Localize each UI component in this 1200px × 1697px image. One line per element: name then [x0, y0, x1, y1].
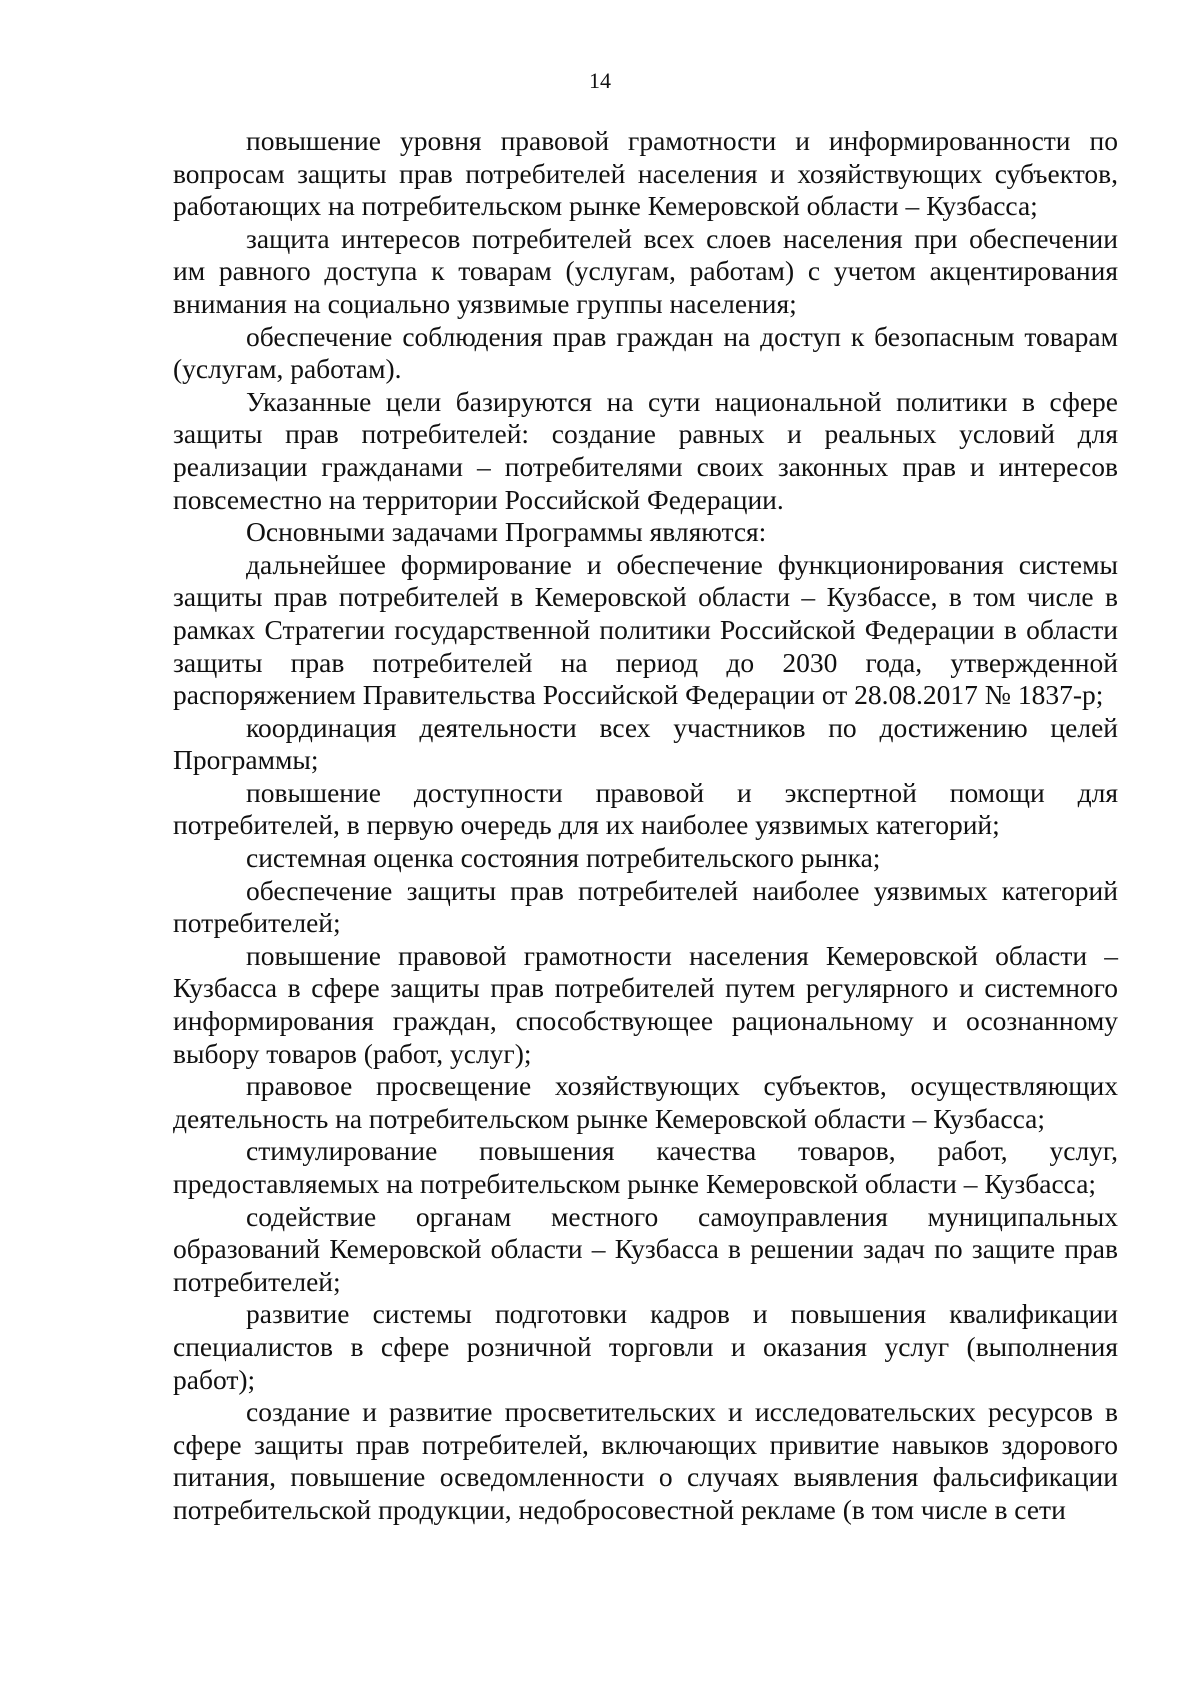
paragraph: правовое просвещение хозяйствующих субъектов, осуществляющих деятельность на потребительском рынке Кемеровской области – Кузбасса; — [173, 1070, 1118, 1134]
paragraph: Указанные цели базируются на сути национальной политики в сфере защиты прав потребителей: создание равных и реальных условий для реализации гражданами – потребителями своих законных прав и интересов повсеместно на территории Российской Федерации. — [173, 385, 1118, 515]
paragraph: дальнейшее формирование и обеспечение функционирования системы защиты прав потребителей в Кемеровской области – Кузбассе, в том числе в рамках Стратегии государственной политики Российской Федерации в области защиты прав потребителей на период до 2030 года, утвержденной распоряжением Правительства Российской Федерации от 28.08.2017 № 1837-р; — [173, 548, 1118, 711]
paragraph: Основными задачами Программы являются: — [246, 516, 767, 548]
paragraph: системная оценка состояния потребительского рынка; — [246, 842, 881, 874]
paragraph: обеспечение защиты прав потребителей наиболее уязвимых категорий потребителей; — [173, 874, 1118, 939]
paragraph: стимулирование повышения качества товаров, работ, услуг, предоставляемых на потребительском рынке Кемеровской области – Кузбасса; — [173, 1135, 1118, 1199]
paragraph: повышение правовой грамотности населения Кемеровской области – Кузбасса в сфере защиты прав потребителей путем регулярного и системного информирования граждан, способствующее рациональному и осознанному выбору товаров (работ, услуг); — [173, 939, 1118, 1069]
document-body — [173, 125, 1118, 1527]
paragraph: обеспечение соблюдения прав граждан на доступ к безопасным товарам (услугам, работам). — [173, 320, 1118, 385]
paragraph: защита интересов потребителей всех слоев населения при обеспечении им равного доступа к товарам (услугам, работам) с учетом акцентирования внимания на социально уязвимые группы населения; — [173, 222, 1118, 319]
page-number: 14 — [589, 68, 611, 93]
paragraph: повышение доступности правовой и экспертной помощи для потребителей, в первую очередь для их наиболее уязвимых категорий; — [173, 776, 1118, 841]
paragraph: создание и развитие просветительских и исследовательских ресурсов в сфере защиты прав потребителей, включающих привитие навыков здорового питания, повышение осведомленности о случаях выявления фальсификации потребительской продукции, недобросовестной рекламе (в том числе в сети — [173, 1396, 1118, 1525]
paragraph: развитие системы подготовки кадров и повышения квалификации специалистов в сфере розничной торговли и оказания услуг (выполнения работ); — [173, 1298, 1118, 1395]
paragraph: содействие органам местного самоуправления муниципальных образований Кемеровской области – Кузбасса в решении задач по защите прав потребителей; — [173, 1200, 1118, 1297]
paragraph: координация деятельности всех участников по достижению целей Программы; — [173, 711, 1118, 776]
paragraph: повышение уровня правовой грамотности и информированности по вопросам защиты прав потребителей населения и хозяйствующих субъектов, работающих на потребительском рынке Кемеровской области – Кузбасса; — [173, 125, 1118, 222]
